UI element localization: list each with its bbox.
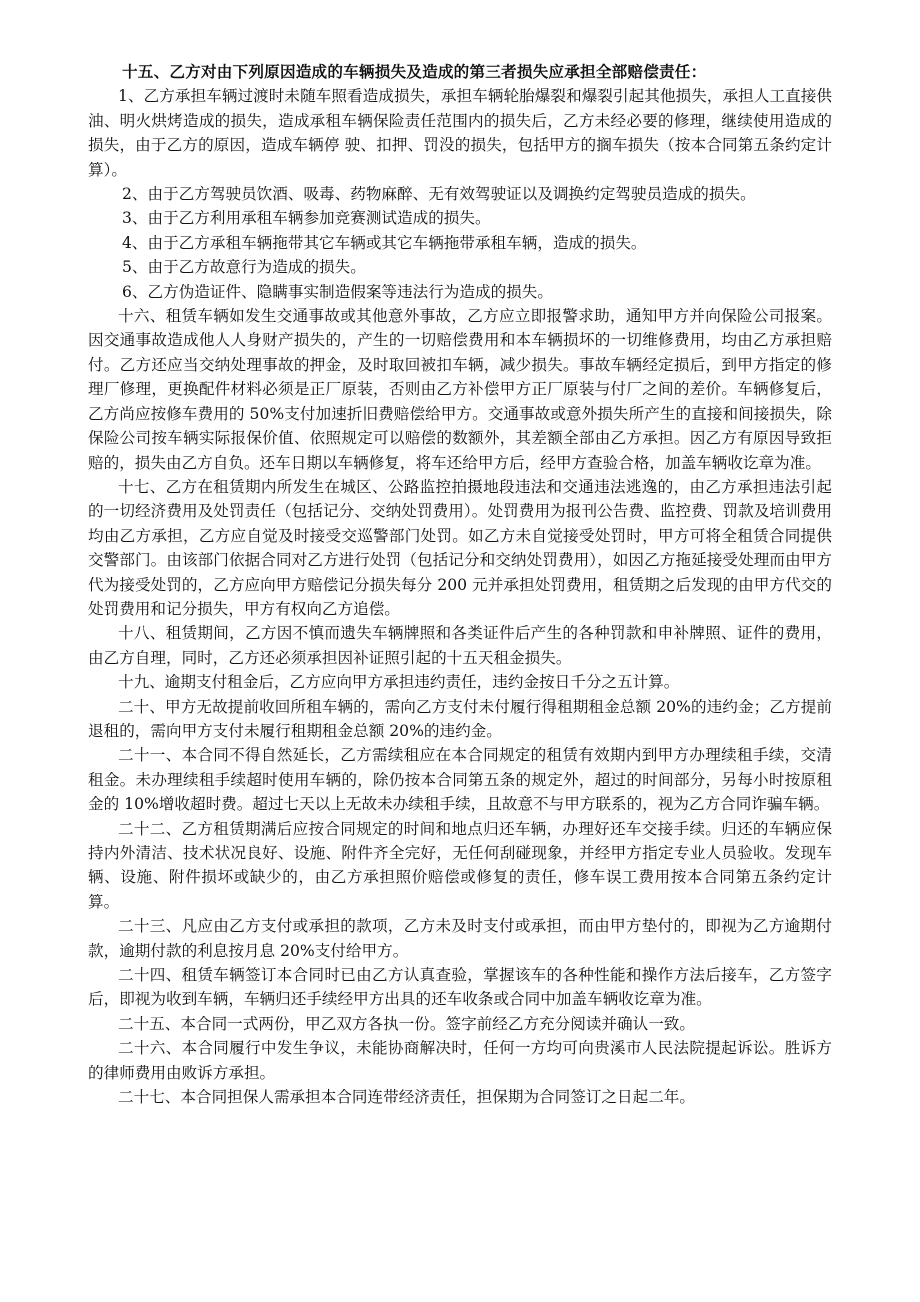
clause-22: 二十二、乙方租赁期满后应按合同规定的时间和地点归还车辆，办理好还车交接手续。归还的车辆应保持内外清洁、技术状况良好、设施、附件齐全完好，无任何刮碰现象，并经甲方指定专业人员验收。发现车辆、设施、附件损坏或缺少的，由乙方承担照价赔偿或修复的责任，修车误工费用按本合同第五条约定计算。 <box>88 819 832 911</box>
clause-20: 二十、甲方无故提前收回所租车辆的，需向乙方支付未付履行得租期租金总额 20%的违约金；乙方提前退租的，需向甲方支付未履行租期租金总额 20%的违约金。 <box>88 697 832 740</box>
clause-15-item-3: 3、由于乙方利用承租车辆参加竞赛测试造成的损失。 <box>122 209 491 228</box>
clause-19: 十九、逾期支付租金后，乙方应向甲方承担违约责任，违约金按日千分之五计算。 <box>118 673 680 692</box>
clause-15-item-4: 4、由于乙方承租车辆拖带其它车辆或其它车辆拖带承租车辆，造成的损失。 <box>122 233 647 252</box>
contract-page <box>88 60 832 1109</box>
clause-27: 二十七、本合同担保人需承担本合同连带经济责任，担保期为合同签订之日起二年。 <box>118 1088 695 1107</box>
clause-23: 二十三、凡应由乙方支付或承担的款项，乙方未及时支付或承担，而由甲方垫付的，即视为乙方逾期付款，逾期付款的利息按月息 20%支付给甲方。 <box>88 917 832 960</box>
clause-24: 二十四、租赁车辆签订本合同时已由乙方认真查验，掌握该车的各种性能和操作方法后接车，乙方签字后，即视为收到车辆，车辆归还手续经甲方出具的还车收条或合同中加盖车辆收讫章为准。 <box>88 966 832 1009</box>
clause-16: 十六、租赁车辆如发生交通事故或其他意外事故，乙方应立即报警求助，通知甲方并向保险公司报案。因交通事故造成他人人身财产损失的，产生的一切赔偿费用和本车辆损坏的一切维修费用，均由乙方承担赔付。乙方还应当交纳处理事故的押金，及时取回被扣车辆，减少损失。事故车辆经定损后，到甲方指定的修理厂修理，更换配件材料必须是正厂原装，否则由乙方补偿甲方正厂原装与付厂之间的差价。车辆修复后，乙方尚应按修车费用的 50%支付加速折旧费赔偿给甲方。交通事故或意外损失所产生的直接和间接损失，除保险公司按车辆实际报保价值、依照规定可以赔偿的数额外，其差额全部由乙方承担。因乙方有原因导致拒赔的，损失由乙方自负。还车日期以车辆修复，将车还给甲方后，经甲方查验合格，加盖车辆收讫章为准。 <box>88 307 832 472</box>
clause-15-item-2: 2、由于乙方驾驶员饮酒、吸毒、药物麻醉、无有效驾驶证以及调换约定驾驶员造成的损失。 <box>122 185 756 204</box>
clause-15-item-1: 1、乙方承担车辆过渡时未随车照看造成损失，承担车辆轮胎爆裂和爆裂引起其他损失，承担人工直接供油、明火烘烤造成的损失，造成承租车辆保险责任范围内的损失后，乙方未经必要的修理，继续使用造成的损失，由于乙方的原因，造成车辆停 驶、扣押、罚没的损失，包括甲方的搁车损失（按本合同第五条约定计算）。 <box>88 87 832 179</box>
clause-15-heading: 十五、乙方对由下列原因造成的车辆损失及造成的第三者损失应承担全部赔偿责任： <box>122 62 707 81</box>
clause-15-item-6: 6、乙方伪造证件、隐瞒事实制造假案等违法行为造成的损失。 <box>122 282 553 301</box>
clause-25: 二十五、本合同一式两份，甲乙双方各执一份。签字前经乙方充分阅读并确认一致。 <box>118 1014 695 1033</box>
clause-18: 十八、租赁期间，乙方因不慎而遗失车辆牌照和各类证件后产生的各种罚款和申补牌照、证件的费用，由乙方自理，同时，乙方还必须承担因补证照引起的十五天租金损失。 <box>88 624 832 667</box>
clause-21: 二十一、本合同不得自然延长，乙方需续租应在本合同规定的租赁有效期内到甲方办理续租手续，交清租金。未办理续租手续超时使用车辆的，除仍按本合同第五条的规定外，超过的时间部分，另每小时按原租金的 10%增收超时费。超过七天以上无故未办续租手续，且故意不与甲方联系的，视为乙方合同诈骗车辆。 <box>88 746 832 814</box>
clause-17: 十七、乙方在租赁期内所发生在城区、公路监控拍摄地段违法和交通违法逃逸的，由乙方承担违法引起的一切经济费用及处罚责任（包括记分、交纳处罚费用）。处罚费用为报刊公告费、监控费、罚款及培训费用均由乙方承担，乙方应自觉及时接受交巡警部门处罚。如乙方未自觉接受处罚时，甲方可将全租赁合同提供交警部门。由该部门依据合同对乙方进行处罚（包括记分和交纳处罚费用），如因乙方拖延接受处理而由甲方代为接受处罚的，乙方应向甲方赔偿记分损失每分 200 元并承担处罚费用，租赁期之后发现的由甲方代交的处罚费用和记分损失，甲方有权向乙方追偿。 <box>88 477 832 618</box>
clause-15-item-5: 5、由于乙方故意行为造成的损失。 <box>122 258 366 277</box>
clause-26: 二十六、本合同履行中发生争议，未能协商解决时，任何一方均可向贵溪市人民法院提起诉讼。胜诉方的律师费用由败诉方承担。 <box>88 1039 832 1082</box>
